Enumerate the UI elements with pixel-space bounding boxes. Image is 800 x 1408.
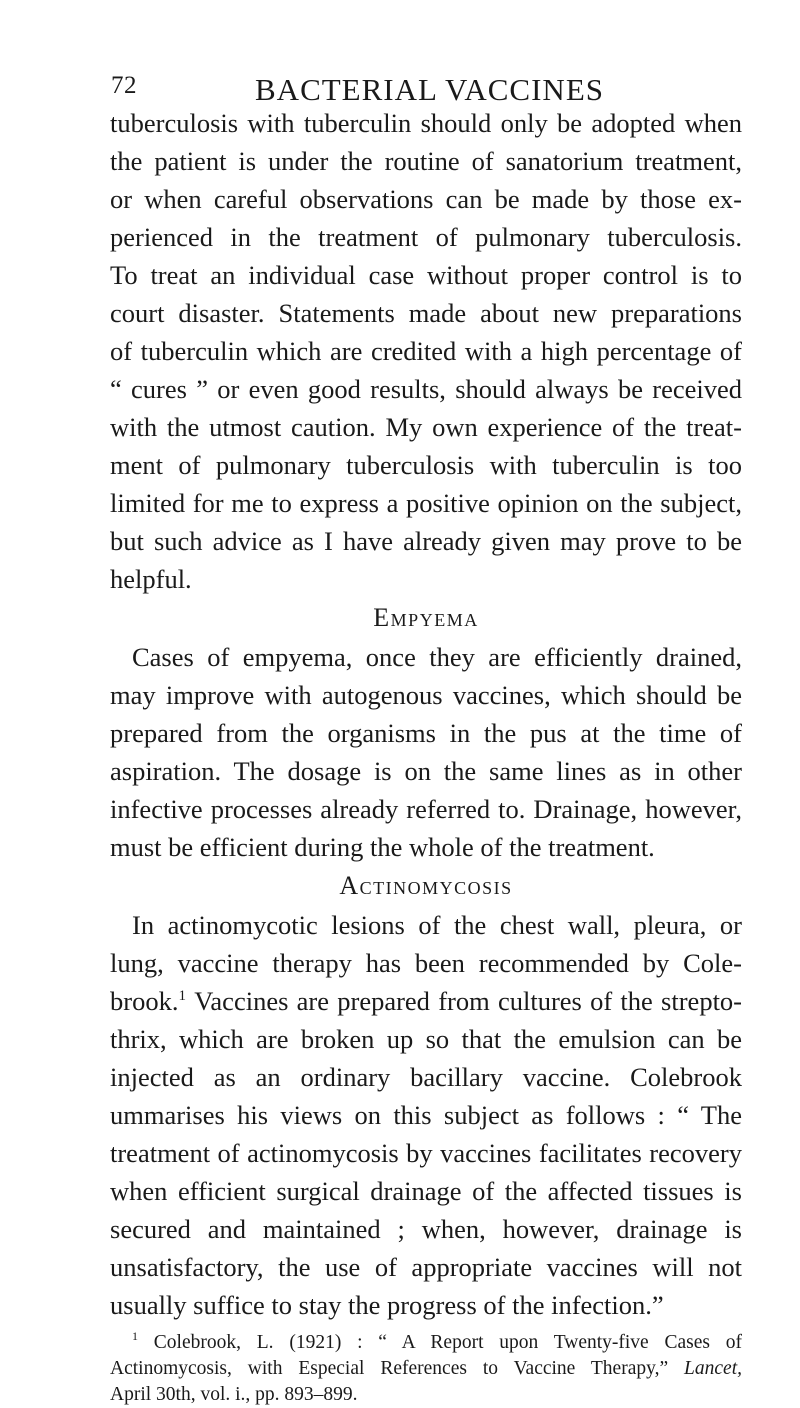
- text-line: aspiration. The dosage is on the same lines as in other: [110, 756, 742, 786]
- text-fragment: Vaccines are prepared from cultures of the strepto-: [194, 986, 742, 1016]
- text-line: helpful.: [110, 564, 192, 594]
- text-line: must be efficient during the whole of the treatment.: [110, 832, 655, 862]
- text-line: limited for me to express a positive opinion on the subject,: [110, 488, 742, 518]
- text-line: lung, vaccine therapy has been recommended by Cole-: [110, 948, 742, 978]
- text-line: In actinomycotic lesions of the chest wall, pleura, or: [132, 910, 742, 940]
- intro-paragraph: [110, 104, 742, 598]
- footnote: [110, 1330, 742, 1408]
- text-line: may improve with autogenous vaccines, which should be: [110, 680, 742, 710]
- journal-name: Lancet,: [684, 1358, 742, 1379]
- text-line: thrix, which are broken up so that the emulsion can be: [110, 1024, 742, 1054]
- text-line: tuberculosis with tuberculin should only be adopted when: [110, 108, 742, 138]
- section-heading-empyema: Empyema: [373, 603, 479, 632]
- text-line: prepared from the organisms in the pus at the time of: [110, 718, 742, 748]
- empyema-paragraph: [110, 638, 742, 866]
- footnote-line: [110, 1356, 742, 1382]
- text-line: usually suffice to stay the progress of the infection.”: [110, 1290, 664, 1320]
- text-line: ummarises his views on this subject as follows : “ The: [110, 1100, 742, 1130]
- text-line: infective processes already referred to. Drainage, however,: [110, 794, 742, 824]
- footnote-marker: 1: [132, 1330, 138, 1343]
- text-fragment: brook.: [110, 986, 179, 1016]
- text-line: injected as an ordinary bacillary vaccine. Colebrook: [110, 1062, 742, 1092]
- text-line: but such advice as I have already given may prove to be: [110, 526, 742, 556]
- page-body: [110, 104, 742, 1408]
- page-number: 72: [111, 72, 137, 99]
- text-fragment: Colebrook, L. (1921) : “ A Report upon Twenty-five Cases of: [153, 1332, 742, 1353]
- footnote-marker: 1: [178, 988, 186, 1004]
- text-line: secured and maintained ; when, however, drainage is: [110, 1214, 742, 1244]
- text-line: ment of pulmonary tuberculosis with tuberculin is too: [110, 450, 742, 480]
- text-line: perienced in the treatment of pulmonary tuberculosis.: [110, 222, 742, 252]
- footnote-line: [110, 1330, 742, 1356]
- text-line: the patient is under the routine of sanatorium treatment,: [110, 146, 742, 176]
- text-line: To treat an individual case without proper control is to: [110, 260, 742, 290]
- text-line: Cases of empyema, once they are efficiently drained,: [132, 642, 742, 672]
- text-line: court disaster. Statements made about new preparations: [110, 298, 742, 328]
- text-line: unsatisfactory, the use of appropriate vaccines will not: [110, 1252, 742, 1282]
- text-line: or when careful observations can be made by those ex-: [110, 184, 742, 214]
- text-line: “ cures ” or even good results, should always be received: [110, 374, 742, 404]
- text-line-with-footnote: [110, 982, 742, 1020]
- text-line: when efficient surgical drainage of the affected tissues is: [110, 1176, 742, 1206]
- text-line: with the utmost caution. My own experience of the treat-: [110, 412, 742, 442]
- text-line: of tuberculin which are credited with a high percentage of: [110, 336, 742, 366]
- section-heading-actinomycosis: Actinomycosis: [339, 871, 513, 900]
- running-title: BACTERIAL VACCINES: [255, 72, 604, 107]
- footnote-line: April 30th, vol. i., pp. 893–899.: [110, 1384, 358, 1405]
- text-line: treatment of actinomycosis by vaccines facilitates recovery: [110, 1138, 742, 1168]
- text-fragment: Actinomycosis, with Especial References to Vaccine Therapy,”: [110, 1358, 669, 1379]
- actinomycosis-paragraph: [110, 906, 742, 1324]
